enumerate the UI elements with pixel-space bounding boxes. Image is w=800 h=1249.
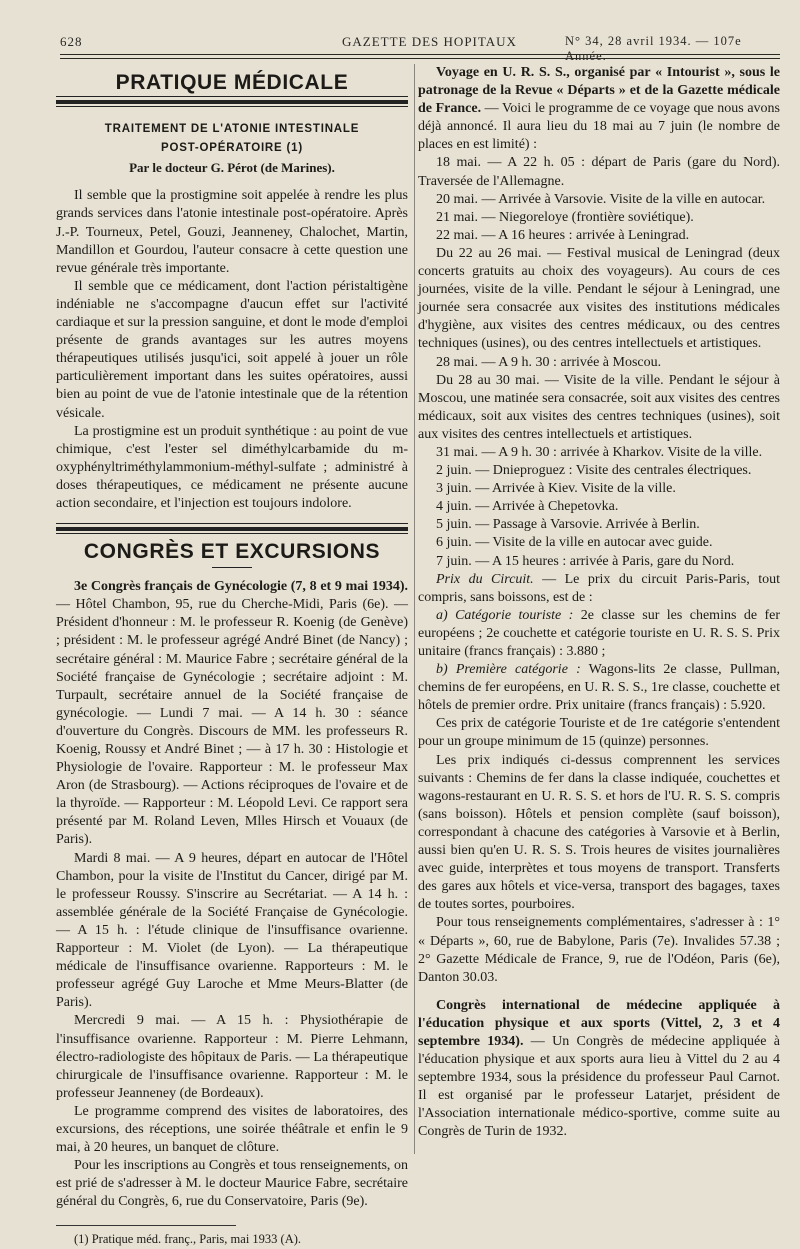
itinerary-item: 22 mai. — A 16 heures : arrivée à Leningrad. [436, 227, 690, 243]
section-title-pratique: PRATIQUE MÉDICALE [115, 71, 349, 94]
price-paragraph: Prix du Circuit. — Le prix du circuit Paris-Paris, tout compris, sans boissons, est de : [418, 571, 780, 605]
category-label: b) Première catégorie : [436, 662, 581, 678]
right-column [418, 64, 780, 1142]
category-label: a) Catégorie touriste : [436, 607, 574, 623]
itinerary-item: 20 mai. — Arrivée à Varsovie. Visite de la ville en autocar. [436, 191, 766, 207]
itinerary-item: Du 28 au 30 mai. — Visite de la ville. Pendant le séjour à Moscou, une matinée sera consacrée, soit aux visites des centres médicaux, soit aux visites des centres techniques (usines), soit aux visites des centres intellectuels et artistiques. [418, 372, 780, 442]
congress-paragraph: Mardi 8 mai. — A 9 heures, départ en autocar de l'Hôtel Chambon, pour la visite de l'Institut du Cancer, dirigé par M. le professeur Roussy. S'inscrire au Secrétariat. — A 14 h. : assemblée générale de la Société Française de Gynécologie. — A 15 h. : l'étude clinique de l'insuffisance ovarienne. Rapporteur : M. Violet (de Lyon). — La thérapeutique médicale de l'insuffisance ovarienne. Rapporteurs : M. le professeur agrégé Guy Laroche et Mme Meurs-Blatter (de Paris). [56, 850, 408, 1011]
price-category: a) Catégorie touriste : 2e classe sur les chemins de fer européens ; 2e couchette et catégorie touriste en U. R. S. S. Prix unitaire (francs français) : 3.880 ; [418, 607, 780, 659]
congress-paragraph: Pour les inscriptions au Congrès et tous renseignements, on est prié de s'adresser à M. le docteur Maurice Fabre, secrétaire général du Congrès, 6, rue du Conservatoire, Paris (9e). [56, 1158, 408, 1210]
itinerary-item: 18 mai. — A 22 h. 05 : départ de Paris (gare du Nord). Traversée de l'Allemagne. [418, 155, 780, 189]
article-title-line1: TRAITEMENT DE L'ATONIE INTESTINALE [104, 123, 360, 136]
article-paragraph: Il semble que ce médicament, dont l'action péristaltigène indéniable ne s'accompagne d'aucun effet sur l'activité cardiaque et sur la pression sanguine, et dont le mode d'emploi présente de grands avantages sur les autres moyens thérapeutiques utilisés jusqu'ici, soit appelé à jouer un rôle particulièrement important dans les suites opératoires, aussi bien au point de vue de l'atonie intestinale que de la rétention vésicale. [56, 278, 408, 421]
itinerary-item: 2 juin. — Dnieproguez : Visite des centrales électriques. [436, 463, 752, 479]
itinerary-item: 6 juin. — Visite de la ville en autocar avec guide. [436, 535, 713, 551]
section-ornament [56, 521, 408, 535]
issue-date: N° 34, 28 avril 1934. — 107e Année. [565, 34, 742, 63]
congress-paragraph: Mercredi 9 mai. — A 15 h. : Physiothérapie de l'insuffisance ovarienne. Rapporteur : M. Pierre Lehmann, électro-radiologiste des hôpitaux de Paris. — La thérapeutique chirurgicale de l'insuffisance ovarienne. Rapporteur : M. le professeur Jeanneney (de Bordeaux). [56, 1013, 408, 1101]
price-category: b) Première catégorie : Wagons-lits 2e classe, Pullman, chemins de fer européens, en U. R. S. S., 1re classe, couchette et hôtels de premier ordre. Prix unitaire (francs français) : 5.920. [418, 662, 781, 714]
price-label: Prix du Circuit. [436, 571, 534, 587]
congress-paragraph: Le programme comprend des visites de laboratoires, des excursions, des réceptions, une soirée théâtrale et enfin le 9 mai, à 20 heures, un banquet de clôture. [56, 1103, 408, 1156]
itinerary-item: 5 juin. — Passage à Varsovie. Arrivée à Berlin. [436, 517, 700, 533]
voyage-paragraph: Pour tous renseignements complémentaires, s'adresser à : 1° « Départs », 60, rue de Babylone, Paris (7e). Invalides 57.38 ; 2° Gazette Médicale de France, 9, rue de l'Odéon, Paris (6e), Danton 30.03. [418, 915, 780, 985]
header-rule-top [60, 54, 780, 55]
page-number: 628 [60, 34, 83, 49]
section-title-congres: CONGRÈS ET EXCURSIONS [83, 540, 381, 564]
voyage-paragraph: Les prix indiqués ci-dessus comprennent les services suivants : Chemins de fer dans la classe indiquée, couchettes et wagons-restaurant en U. R. S. S. et hors de l'U. R. S. S. compris (sans boisson). Hôtels et pension complète (sauf boisson), correspondant à chacune des catégories à Varsovie et à Berlin, aussi bien qu'en U. R. S. S. Trois heures de visites journalières avec guide, interprètes et tous moyens de transport. Transferts des gares aux hôtels et vice-versa, transport des bagages, taxes de toutes sortes, pourboires. [418, 752, 780, 913]
article-byline: Par le docteur G. Pérot (de Marines). [129, 160, 335, 176]
footnote: (1) Pratique méd. franç., Paris, mai 1933 (A). [74, 1232, 302, 1247]
header-rule-bottom [60, 58, 780, 59]
voyage-heading: Voyage en U. R. S. S., organisé par « Intourist », sous le patronage de la Revue « Départs » et de la Gazette médicale de France. [418, 65, 780, 117]
article-title-line2: POST-OPÉRATOIRE (1) [161, 142, 303, 155]
congress-paragraph: 3e Congrès français de Gynécologie (7, 8 et 9 mai 1934). — Hôtel Chambon, 95, rue du Cherche-Midi, Paris (6e). — Président d'honneur : M. le professeur R. Koenig (de Genève) ; président : M. le professeur agrégé André Binet (de Nancy) ; secrétaire général : M. Maurice Fabre ; secrétaire général de la Société française de Gynécologie ; secrétaire adjoint : M. Turpault, secrétaire annuel de la Société française de gynécologie. — Lundi 7 mai. — A 14 h. 30 : séance d'ouverture du Congrès. Discours de MM. les professeurs R. Koenig, Roussy et André Binet ; — à 17 h. 30 : Histologie et Physiologie de l'ovaire. Rapporteur : M. le professeur Max Aron (de Strasbourg). — Actions réciproques de l'ovaire et de la thyroïde. — Rapporteur : M. Léopold Levi. Ce rapport sera présenté par M. Roland Leven, Mlles Hirsch et Vouaux (de Paris). [56, 579, 408, 848]
running-header [60, 30, 780, 63]
itinerary-item: 7 juin. — A 15 heures : arrivée à Paris, gare du Nord. [436, 553, 735, 569]
voyage-paragraph: Ces prix de catégorie Touriste et de 1re catégorie s'entendent pour un groupe minimum de 15 (quinze) personnes. [418, 716, 780, 750]
section-underline [212, 567, 252, 568]
article-paragraph: Il semble que la prostigmine soit appelée à rendre les plus grands services dans l'atonie intestinale post-opératoire. Après J.-P. Tourneux, Petel, Gouzi, Jeanneney, Chalochet, Martin, Mandillon et Gourdou, l'auteur consacre à cette question une revue générale très importante. [56, 188, 408, 276]
itinerary-item: 4 juin. — Arrivée à Chepetovka. [436, 499, 619, 515]
article-paragraph: La prostigmine est un produit synthétique : au point de vue chimique, c'est l'ester sel diméthylcarbamide du m-oxyphényltriméthylammonium-méthyl-sulfate ; administré à doses thérapeutiques, ce médicament ne présente aucune action secondaire, et l'injection est toujours indolore. [56, 423, 408, 511]
itinerary-item: 21 mai. — Niegoreloye (frontière soviétique). [436, 209, 694, 225]
itinerary-item: 28 mai. — A 9 h. 30 : arrivée à Moscou. [436, 354, 662, 370]
congress-heading: 3e Congrès français de Gynécologie (7, 8 et 9 mai 1934). [74, 579, 408, 595]
journal-title: GAZETTE DES HOPITAUX [342, 34, 517, 49]
itinerary-item: 3 juin. — Arrivée à Kiev. Visite de la ville. [436, 481, 676, 497]
congress-vittel-paragraph: Congrès international de médecine appliquée à l'éducation physique et aux sports (Vittel, 2, 3 et 4 septembre 1934). — Un Congrès de médecine appliquée à l'éducation physique et aux sports aura lieu à Vittel du 2 au 4 septembre 1934, sous la présidence du professeur Paul Carnot. Il est organisé par le professeur Latarjet, président de l'Association internationale médico-sportive, comme suite au Congrès de Turin de 1932. [418, 997, 780, 1140]
column-divider [414, 64, 415, 1154]
itinerary-item: 31 mai. — A 9 h. 30 : arrivée à Kharkov. Visite de la ville. [436, 444, 763, 460]
itinerary-item: Du 22 au 26 mai. — Festival musical de Leningrad (deux concerts gratuits au choix des voyageurs). Au cours de ces journées, visite de la ville. Pendant le séjour à Leningrad, une journée sera consacrée aux visites des institutions médicales d'hygiène, aux visites des centres médicaux, ou des centres techniques (usines), ou des centres intellectuels et artistiques. [418, 245, 780, 352]
spacer [418, 987, 780, 997]
voyage-paragraph: Voyage en U. R. S. S., organisé par « Intourist », sous le patronage de la Revue « Départs » et de la Gazette médicale de France. — Voici le programme de ce voyage que nous avons déjà annoncé. Il aura lieu du 18 mai au 7 juin (le nombre de places en est limité) : [418, 65, 781, 153]
footnote-rule [56, 1225, 236, 1226]
congress-vittel-heading: Congrès international de médecine appliquée à l'éducation physique et aux sports (Vittel, 2, 3 et 4 septembre 1934). [418, 997, 780, 1049]
left-column [56, 64, 408, 1249]
section-ornament [56, 94, 408, 108]
